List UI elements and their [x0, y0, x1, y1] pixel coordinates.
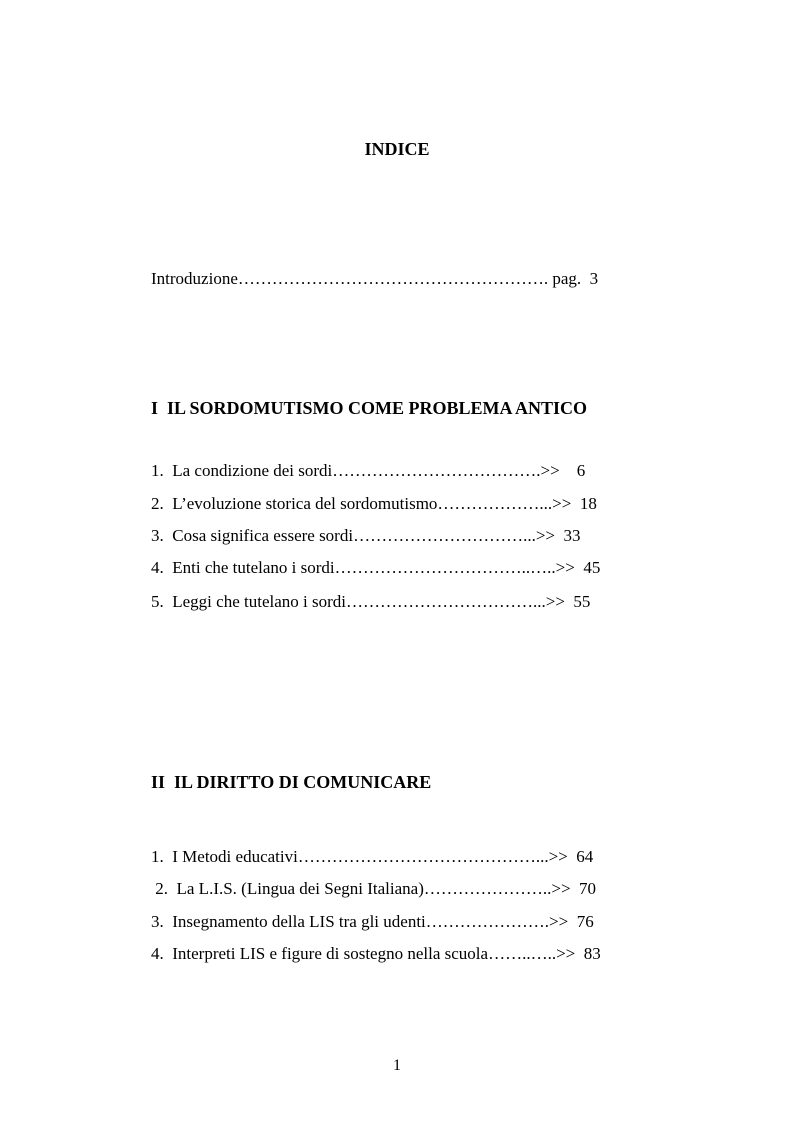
toc-entry: 2. La L.I.S. (Lingua dei Segni Italiana)…………………..>> 70 — [151, 879, 597, 898]
toc-entry: 4. Enti che tutelano i sordi……………………………..…..>> 45 — [151, 558, 601, 577]
toc-entry: 3. Insegnamento della LIS tra gli udenti………………….>> 76 — [151, 912, 594, 931]
toc-entry: 2. L’evoluzione storica del sordomutismo………………...>> 18 — [151, 494, 597, 513]
chapter-heading-1: I IL SORDOMUTISMO COME PROBLEMA ANTICO — [151, 398, 588, 418]
toc-entry: 1. La condizione dei sordi……………………………….>> 6 — [151, 461, 586, 480]
chapter-heading-2: II IL DIRITTO DI COMUNICARE — [151, 772, 432, 792]
toc-introduction: Introduzione………………………………………………. pag. 3 — [151, 269, 599, 288]
toc-entry: 4. Interpreti LIS e figure di sostegno nella scuola……..…..>> 83 — [151, 944, 601, 963]
toc-entry: 1. I Metodi educativi……………………………………...>> 64 — [151, 847, 594, 866]
toc-entry: 5. Leggi che tutelano i sordi……………………………...>> 55 — [151, 592, 591, 611]
page-title: INDICE — [364, 139, 430, 159]
toc-entry: 3. Cosa significa essere sordi…………………………...>> 33 — [151, 526, 581, 545]
page-number: 1 — [393, 1057, 401, 1074]
